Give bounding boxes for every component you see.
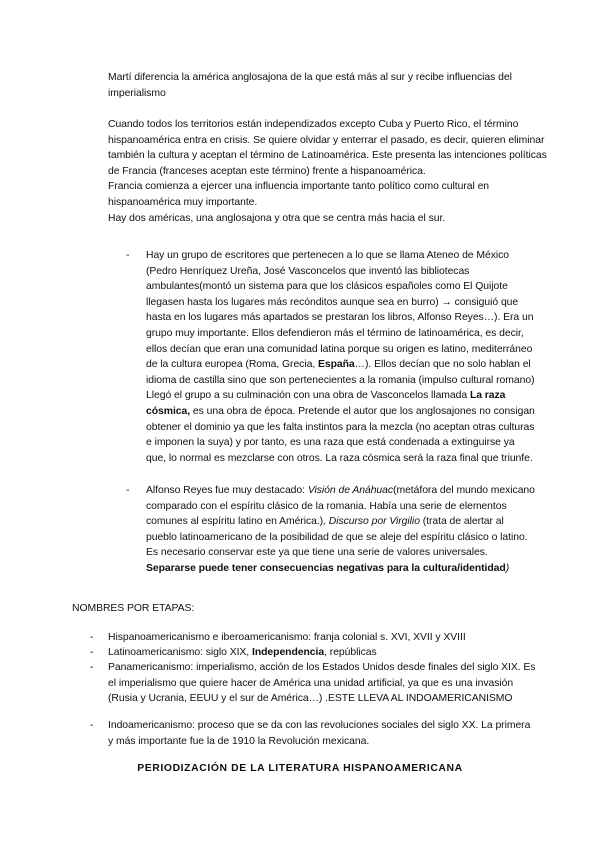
italic-discurso-por-virgilio: , Discurso por Virgilio — [323, 516, 420, 528]
paragraph-dos-americas: Hay dos américas, una anglosajona y otra que se centra más hacia el sur. — [108, 212, 446, 224]
paragraph-francia: Francia comienza a ejercer una influencia importante tanto político como cultural en hispanoamérica muy importante. — [108, 181, 490, 208]
text-run: (trata de alertar al pueblo latinoamericano de la posibilidad de que se aleje del espíritu clásico o latino. Es necesario conservar este ya que tiene una serie de valores universales. — [146, 516, 528, 559]
italic-vision-de-anahuac: Visión de Anáhuac — [307, 485, 394, 496]
paragraph-hispanoamerica — [108, 117, 548, 226]
list-item-text: Hispanoamericanismo e iberoamericanismo: franja colonial s. XVI, XVII y XVIII — [108, 632, 466, 643]
text-run: Latinoamericanismo: siglo XIX, — [108, 647, 250, 658]
dash-marker: - — [90, 647, 94, 658]
bold-separarse: Separarse puede tener consecuencias negativas para la cultura/identidad — [146, 562, 506, 574]
text-run: …). Ellos decían que no solo hablan el idioma de castilla sino que son pertenecientes a la romania (impulso cultural romano) Llegó el grupo a su culminación con una obra de Vasconcelos llamada — [146, 359, 535, 402]
paragraph-crisis: Cuando todos los territorios están independizados excepto Cuba y Puerto Rico, el término hispanoamérica entra en crisis. Se quiere olvidar y enterrar el pasado, es decir, quieren eliminar también la cultura y aceptan el término de Latinoamérica. Este presenta las intenciones políticas de Francia (franceses aceptan este término) frente a hispanoamérica. — [108, 119, 547, 177]
bullet-text — [146, 483, 536, 577]
text-run: es una obra de época. Pretende el autor que los anglosajones no consigan obtener el dominio ya que les falta instintos para la mezcla (no aceptan otras culturas e imponen la suya) y por tanto, es una raza que está condenada a extinguirse ya que, lo normal es mezclarse con otros. La raza cósmica será la raza final que triunfe. — [146, 405, 535, 464]
text-run: Hay un grupo de escritores que pertenecen a lo que se llama Ateneo de México (Pedro Henríquez Ureña, José Vasconcelos que inventó las bibliotecas ambulantes(montó un sistema para que los clásicos españoles como El Quijote llegasen hasta los lugares más recónditos aunque sea en burro) → consiguió que hasta en los lugares más apartados se prestaran los libros, Alfonso Reyes…). Era un grupo muy importante. Ellos defendieron más el término de latinoamérica, es decir, ellos decían que eran una comunidad latina porque su origen es latino, mediterráneo de la cultura europea (Roma, Grecia, — [146, 250, 534, 371]
dash-marker: - — [90, 632, 94, 643]
list-item-text — [108, 645, 538, 661]
italic-close-paren: ) — [505, 562, 510, 574]
paragraph-marti: Martí diferencia la américa anglosajona de la que está más al sur y recibe influencias del imperialismo — [108, 72, 512, 99]
section-title-periodizacion: PERIODIZACIÓN DE LA LITERATURA HISPANOAMERICANA — [137, 763, 463, 774]
list-item-text: Panamericanismo: imperialismo, acción de los Estados Unidos desde finales del siglo XIX. Es el imperialismo que quiere hacer de América una unidad artificial, ya que es una invasión (Rusia y Ucrania, EEUU y el sur de América…) .ESTE LLEVA AL INDOAMERICANISMO — [108, 662, 536, 705]
section-heading-etapas: NOMBRES POR ETAPAS: — [72, 603, 195, 614]
text-run: , repúblicas — [324, 647, 377, 658]
text-run: (metáfora del mundo mexicano comparado con el espíritu clásico de la romania. Había una serie de elementos comunes al espíritu latino en América.) — [146, 485, 535, 528]
bold-raza-cosmica: La raza cósmica, — [146, 390, 506, 417]
text-run: Alfonso Reyes fue muy destacado: — [146, 485, 305, 496]
dash-marker: - — [126, 250, 130, 261]
dash-marker: - — [90, 720, 94, 731]
dash-marker: - — [126, 485, 130, 496]
bold-espana: España — [318, 359, 355, 371]
dash-marker: - — [90, 662, 94, 673]
bullet-text — [146, 248, 536, 466]
bold-independencia: Independencia — [252, 647, 325, 658]
list-item-text: Indoamericanismo: proceso que se da con las revoluciones sociales del siglo XX. La primera y más importante fue la de 1910 la Revolución mexicana. — [108, 720, 531, 747]
